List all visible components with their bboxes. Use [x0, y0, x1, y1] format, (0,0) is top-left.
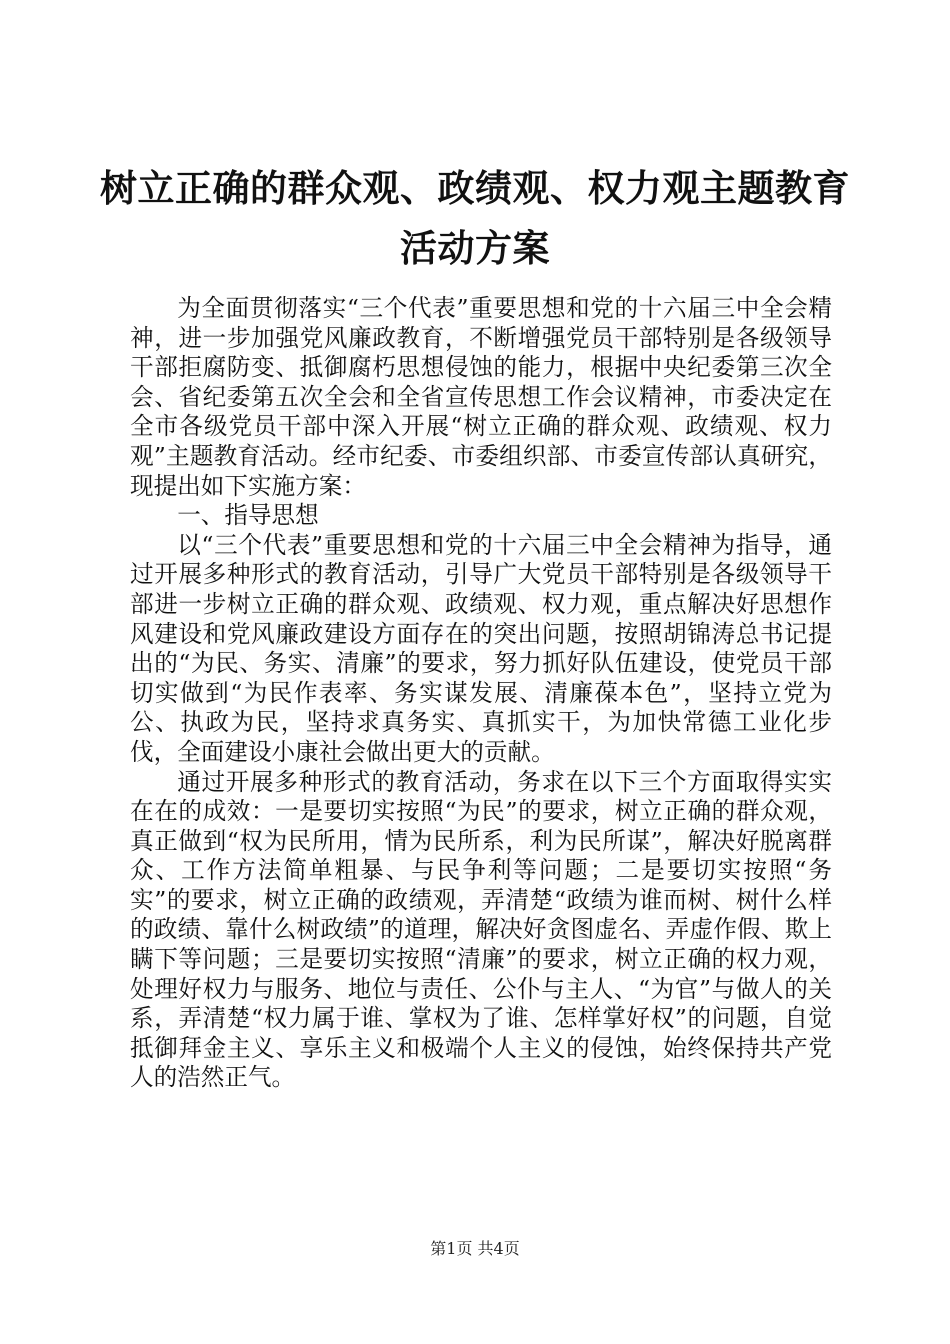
- section-heading-guiding-thought: 一、指导思想: [177, 501, 319, 530]
- document-title: 树立正确的群众观、政绩观、权力观主题教育活动方案: [100, 166, 850, 270]
- paragraph-intro: 为全面贯彻落实“三个代表”重要思想和党的十六届三中全会精神，进一步加强党风廉政教育，不断增强党员干部特别是各级领导干部拒腐防变、抵御腐朽思想侵蚀的能力，根据中央纪委第三次全会、省纪委第五次全会和全省宣传思想工作会议精神，市委决定在全市各级党员干部中深入开展“树立正确的群众观、政绩观、权力观”主题教育活动。经市纪委、市委组织部、市委宣传部认真研究，现提出如下实施方案：: [130, 294, 832, 500]
- page-number-footer: 第1页 共4页: [430, 1239, 520, 1258]
- paragraph-guiding-thought: 以“三个代表”重要思想和党的十六届三中全会精神为指导，通过开展多种形式的教育活动，引导广大党员干部特别是各级领导干部进一步树立正确的群众观、政绩观、权力观，重点解决好思想作风建设和党风廉政建设方面存在的突出问题，按照胡锦涛总书记提出的“为民、务实、清廉”的要求，努力抓好队伍建设，使党员干部切实做到“为民作表率、务实谋发展、清廉葆本色”，坚持立党为公、执政为民，坚持求真务实、真抓实干，为加快常德工业化步伐，全面建设小康社会做出更大的贡献。: [130, 530, 832, 766]
- document-body: [130, 294, 832, 1093]
- paragraph-goals: 通过开展多种形式的教育活动，务求在以下三个方面取得实实在在的成效：一是要切实按照“为民”的要求，树立正确的群众观，真正做到“权为民所用，情为民所系，利为民所谋”，解决好脱离群众、工作方法简单粗暴、与民争利等问题；二是要切实按照“务实”的要求，树立正确的政绩观，弄清楚“政绩为谁而树、树什么样的政绩、靠什么树政绩”的道理，解决好贪图虚名、弄虚作假、欺上瞒下等问题；三是要切实按照“清廉”的要求，树立正确的权力观，处理好权力与服务、地位与责任、公仆与主人、“为官”与做人的关系，弄清楚“权力属于谁、掌权为了谁、怎样掌好权”的问题，自觉抵御拜金主义、享乐主义和极端个人主义的侵蚀，始终保持共产党人的浩然正气。: [130, 767, 832, 1092]
